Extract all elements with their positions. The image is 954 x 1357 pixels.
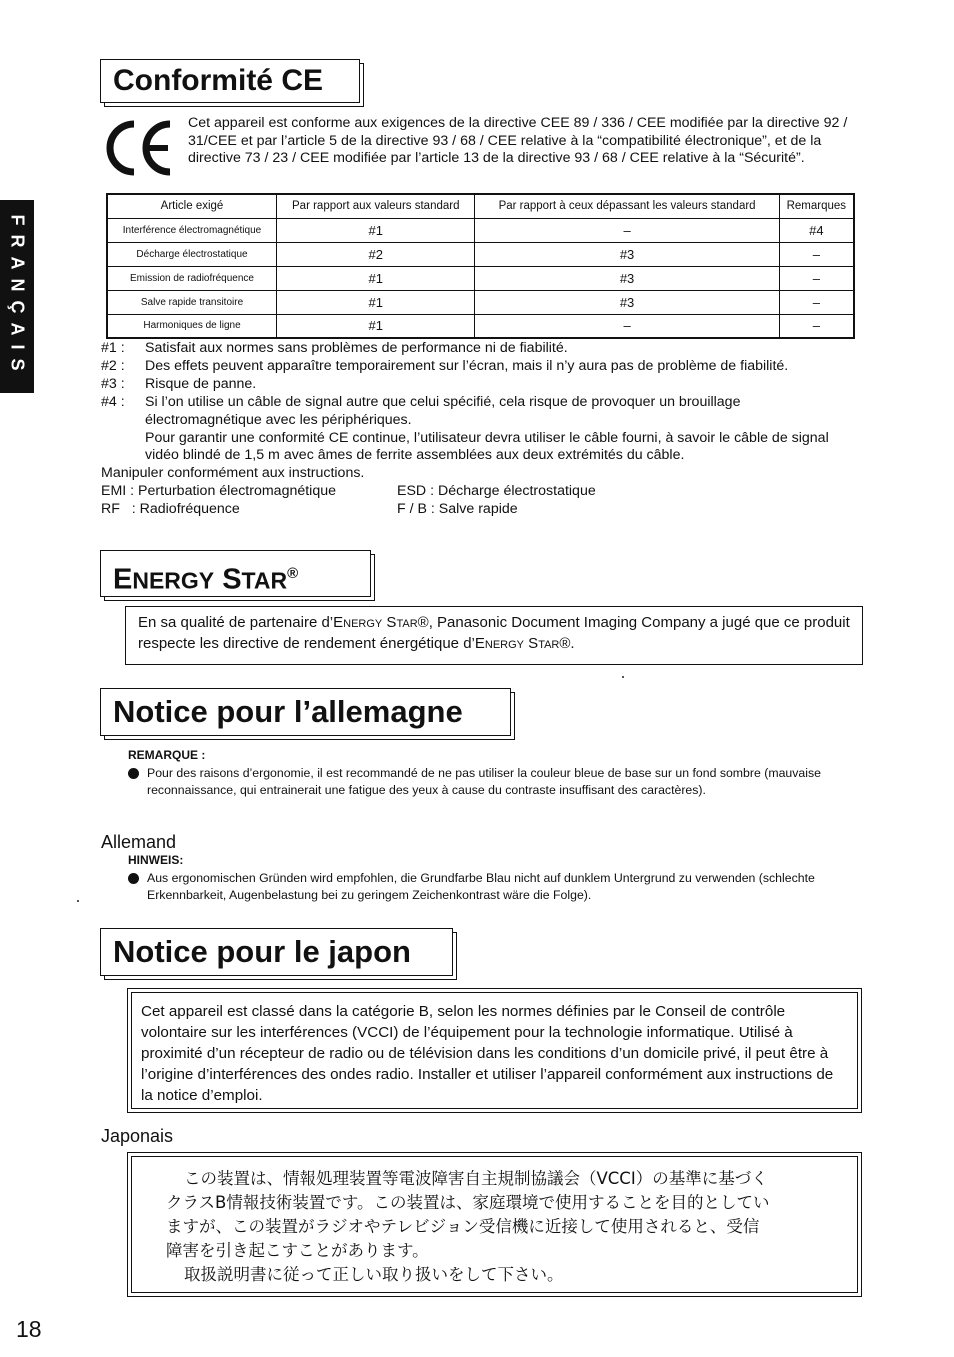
note-text: Risque de panne. <box>145 375 257 392</box>
remarque-bullet: Pour des raisons d’ergonomie, il est recommandé de ne pas utiliser la couleur bleue de base sur un fond sombre (mauvaise reconnaissance, qui entrainerait une fatigue des yeux à cause du contraste insuffisant des caractères). <box>128 765 858 799</box>
stray-dot <box>77 900 79 902</box>
table-row <box>107 242 854 266</box>
jp-line: クラスB情報技術装置です。この装置は、家庭環境で使用することを目的としてい <box>166 1193 770 1212</box>
note-item <box>101 358 861 376</box>
note-text: Des effets peuvent apparaître temporairement sur l’écran, mais il n’y aura pas de problème de fiabilité. <box>145 357 789 374</box>
ce-section-title: Conformité CE <box>100 59 360 103</box>
table-cell: – <box>779 314 854 338</box>
hinweis-bullet: Aus ergonomischen Gründen wird empfohlen, die Grundfarbe Blau nicht auf dunklem Untergrund zu verwenden (schlechte Erkennbarkeit, Augenbelastung bei zu geringem Zeichenkontrast wäre die Folge). <box>128 870 858 904</box>
text-part: En sa qualité de partenaire d’E <box>138 614 344 631</box>
text-part: ®, Panasonic Document Imaging Company a jugé que ce produit respecte les directive de rendement énergétique d’E <box>138 614 850 652</box>
table-row <box>107 266 854 290</box>
table-header: Par rapport à ceux dépassant les valeurs standard <box>475 194 779 218</box>
note-text: Satisfait aux normes sans problèmes de performance ni de fiabilité. <box>145 340 568 356</box>
table-row <box>107 314 854 338</box>
table-cell: #3 <box>475 290 779 314</box>
table-cell: Décharge électrostatique <box>107 242 277 266</box>
table-cell: #3 <box>475 242 779 266</box>
ce-notes <box>101 340 861 519</box>
allemand-label: Allemand <box>101 832 177 852</box>
text-part: TAR <box>538 639 560 651</box>
text-part: NERGY <box>343 618 383 630</box>
remarque-label: REMARQUE : <box>128 748 206 762</box>
japan-french-box: Cet appareil est classé dans la catégorie B, selon les normes définies par le Conseil de contrôle volontaire sur les interférences (VCCI) de l’équipement pour la technologie informatique. Utilisé à proximité d’un récepteur de radio ou de télévision dans les conditions d’un domicile privé, il peut être à l’origine d’interférences des ondes radio. Installer et utiliser l’appareil conformément aux instructions de la notice d’emploi. <box>127 988 862 1113</box>
table-cell: – <box>779 242 854 266</box>
abbreviation-row <box>101 483 861 501</box>
table-cell: #1 <box>277 218 475 242</box>
note-item <box>101 394 861 430</box>
abbreviation: RF : Radiofréquence <box>101 501 240 518</box>
table-cell: Salve rapide transitoire <box>107 290 277 314</box>
registered-mark: ® <box>287 565 299 582</box>
table-cell: Interférence électromagnétique <box>107 218 277 242</box>
energy-star-box <box>125 606 863 665</box>
text-part: NERGY <box>484 639 524 651</box>
table-header: Par rapport aux valeurs standard <box>277 194 475 218</box>
japonais-label: Japonais <box>101 1126 174 1146</box>
instruction-text: Manipuler conformément aux instructions. <box>101 465 365 482</box>
energy-star-title <box>100 550 371 597</box>
text-part: ®. <box>559 635 575 652</box>
abbreviation-row <box>101 501 861 519</box>
jp-line: ますが、この装置がラジオやテレビジョン受信機に近接して使用されると、受信 <box>166 1217 760 1236</box>
title-part: S <box>222 563 242 596</box>
table-row <box>107 290 854 314</box>
table-cell: Harmoniques de ligne <box>107 314 277 338</box>
side-tab-label: FRANÇAIS <box>7 214 28 379</box>
note-text: Si l’on utilise un câble de signal autre que celui spécifié, cela risque de provoquer un brouillage électromagnétique avec les périphériques. <box>145 393 741 428</box>
ce-mark-icon <box>104 118 174 178</box>
note-text: Pour garantir une conformité CE continue, l’utilisateur devra utiliser le câble fourni, à savoir le câble de signal vidéo blindé de 1,5 m avec âmes de ferrite assemblées aux deux extrémités du câble. <box>145 429 829 464</box>
note-key: #3 : <box>101 375 125 392</box>
conformity-table <box>106 193 855 339</box>
jp-line: この装置は、情報処理装置等電波障害自主規制協議会（VCCI）の基準に基づく <box>184 1169 768 1188</box>
abbreviation: EMI : Perturbation électromagnétique <box>101 483 337 500</box>
jp-line: 取扱説明書に従って正しい取り扱いをして下さい。 <box>184 1265 564 1284</box>
abbreviation: ESD : Décharge électrostatique <box>397 483 596 500</box>
table-header: Article exigé <box>107 194 277 218</box>
table-cell: #1 <box>277 266 475 290</box>
japan-japanese-box <box>127 1152 862 1297</box>
title-part: E <box>113 563 133 596</box>
title-part: TAR <box>241 567 288 594</box>
table-cell: #2 <box>277 242 475 266</box>
title-part: NERGY <box>132 567 215 594</box>
table-cell: – <box>779 266 854 290</box>
note-item <box>101 430 861 466</box>
germany-notice-title: Notice pour l’allemagne <box>100 688 511 736</box>
table-cell: – <box>475 218 779 242</box>
japan-notice-title: Notice pour le japon <box>100 928 453 976</box>
table-cell: #4 <box>779 218 854 242</box>
table-cell: – <box>475 314 779 338</box>
text-part: S <box>524 635 539 652</box>
table-cell: #1 <box>277 314 475 338</box>
text-part: TAR <box>396 618 418 630</box>
table-cell: Emission de radiofréquence <box>107 266 277 290</box>
note-item <box>101 340 861 358</box>
table-cell: #3 <box>475 266 779 290</box>
note-key: #2 : <box>101 357 125 374</box>
table-row <box>107 218 854 242</box>
note-item <box>101 376 861 394</box>
hinweis-label: HINWEIS: <box>128 853 184 867</box>
language-side-tab <box>0 200 34 393</box>
table-header: Remarques <box>779 194 854 218</box>
abbreviation: F / B : Salve rapide <box>397 501 518 518</box>
page-number: 18 <box>16 1316 42 1342</box>
stray-dot <box>622 676 624 678</box>
note-key <box>101 430 145 466</box>
ce-intro-text: Cet appareil est conforme aux exigences de la directive CEE 89 / 336 / CEE modifiée par la directive 92 / 31/CEE et par l’article 5 de la directive 93 / 68 / CEE relative à la “compatibilité électronique”, et de la directive 73 / 23 / CEE modifiée par l’article 13 de la directive 93 / 68 / CEE relative à la “Sécurité”. <box>188 115 848 166</box>
note-key: #1 : <box>101 340 125 356</box>
table-cell: #1 <box>277 290 475 314</box>
table-header-row <box>107 194 854 218</box>
text-part: S <box>382 614 397 631</box>
jp-line: 障害を引き起こすことがあります。 <box>166 1241 429 1260</box>
note-key: #4 : <box>101 393 125 410</box>
table-cell: – <box>779 290 854 314</box>
